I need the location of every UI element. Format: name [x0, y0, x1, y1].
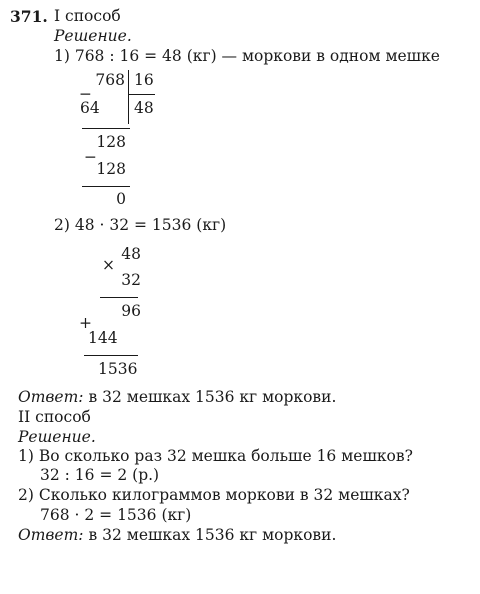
division-minus-2: −	[84, 148, 97, 166]
method1-answer-label: Ответ:	[18, 388, 84, 406]
division-divisor-underline	[128, 94, 155, 95]
division-divisor: 16	[134, 71, 154, 89]
division-minus-1: −	[79, 85, 92, 103]
method1-solution-label: Решение.	[54, 27, 132, 45]
method1-step2: 2) 48 · 32 = 1536 (кг)	[54, 216, 227, 234]
multiplication-partial-1: 96	[121, 302, 141, 320]
division-quotient: 48	[134, 99, 154, 117]
method2-question-1: 1) Во сколько раз 32 мешка больше 16 мешков?	[18, 447, 413, 465]
method1-heading: I способ	[54, 7, 121, 25]
method2-question-2: 2) Сколько килограммов моркови в 32 мешках?	[18, 486, 410, 504]
problem-number: 371.	[10, 7, 48, 26]
division-partial: 128	[96, 133, 126, 151]
method2-answer-text: в 32 мешках 1536 кг моркови.	[83, 526, 337, 544]
method2-answer-label: Ответ:	[18, 526, 84, 544]
method1-answer-text: в 32 мешках 1536 кг моркови.	[83, 388, 337, 406]
multiplication-result: 1536	[98, 360, 138, 378]
multiplication-top: 48	[121, 245, 141, 263]
division-dividend: 768	[95, 71, 125, 89]
division-sub2: 128	[96, 160, 126, 178]
method2-solution-label: Решение.	[18, 428, 96, 446]
method1-step1: 1) 768 : 16 = 48 (кг) — моркови в одном мешке	[54, 47, 440, 65]
multiplication-rule-1	[100, 297, 138, 298]
division-rule-1	[82, 128, 130, 129]
division-sub1: 64	[80, 99, 100, 117]
multiplication-rule-2	[84, 355, 138, 356]
addition-sign: +	[79, 314, 92, 332]
method2-heading: II способ	[18, 408, 91, 426]
method2-calc-1: 32 : 16 = 2 (р.)	[40, 466, 160, 484]
division-remainder: 0	[116, 190, 126, 208]
method2-calc-2: 768 · 2 = 1536 (кг)	[40, 506, 192, 524]
method2-answer	[18, 528, 336, 544]
multiplication-sign: ×	[102, 256, 115, 274]
division-vertical-bar	[128, 70, 129, 124]
division-rule-2	[82, 186, 130, 187]
method1-answer	[18, 390, 336, 406]
multiplication-partial-2: 144	[88, 329, 118, 347]
multiplication-bottom: 32	[121, 271, 141, 289]
